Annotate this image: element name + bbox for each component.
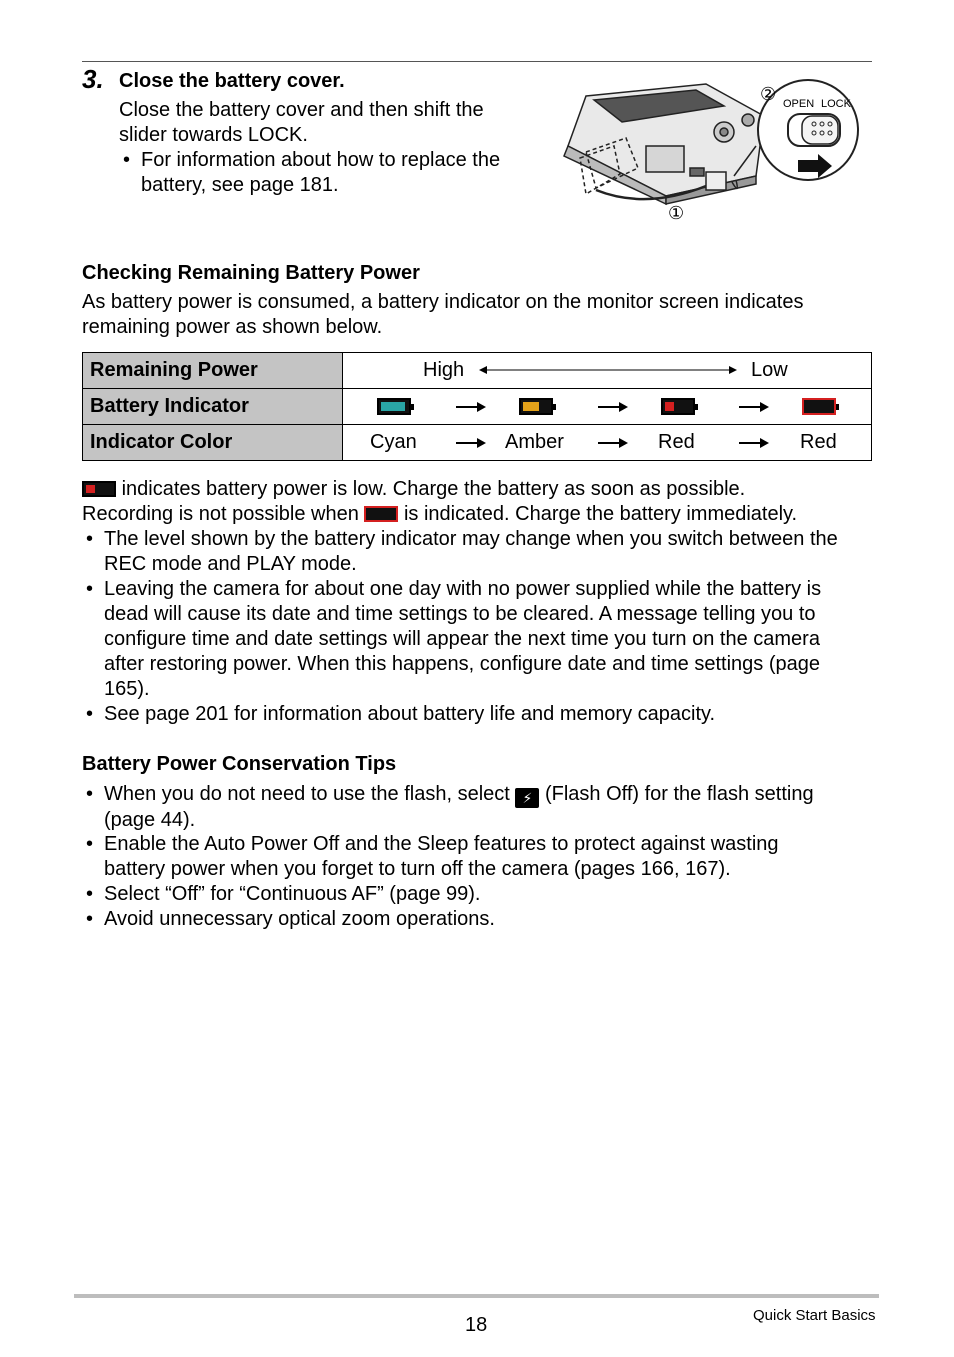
tip-bullet (82, 832, 872, 882)
tip-bullet-line: battery power when you forget to turn off the camera (pages 166, 167). (104, 858, 731, 880)
low-label: Low (751, 359, 788, 381)
row-label-remaining-power: Remaining Power (83, 353, 343, 389)
tip-bullet (82, 882, 872, 907)
bullet-dot: • (86, 578, 94, 600)
lock-label: LOCK (821, 98, 851, 110)
empty-battery-note-pre: Recording is not possible when (82, 503, 359, 525)
tip-bullet-line: (page 44). (104, 809, 196, 831)
tip-bullet-line: When you do not need to use the flash, select ⚡ (Flash Off) for the flash setting (104, 783, 814, 806)
table-row (83, 389, 872, 425)
step-body-line: slider towards LOCK. (119, 124, 308, 146)
camera-body-icon (564, 84, 764, 204)
tip-bullet-line: Select “Off” for “Continuous AF” (page 99). (104, 883, 481, 905)
low-battery-note-text: indicates battery power is low. Charge the battery as soon as possible. (121, 478, 746, 500)
note-bullet-line: 165). (104, 678, 150, 700)
note-bullet (82, 577, 872, 702)
step-title: Close the battery cover. (119, 70, 345, 92)
battery-full-cyan-icon (377, 398, 411, 415)
note-bullet (82, 702, 872, 727)
empty-battery-note-post: is indicated. Charge the battery immediately. (403, 503, 798, 525)
arrow-right-icon (456, 401, 486, 413)
bullet-dot: • (86, 883, 94, 905)
battery-empty-red-icon (364, 506, 398, 522)
top-rule (82, 61, 872, 62)
table-row (83, 353, 872, 389)
arrow-right-icon (739, 401, 769, 413)
open-label: OPEN (783, 98, 815, 110)
step-body-line: Close the battery cover and then shift the (119, 99, 484, 121)
arrow-right-icon (456, 437, 486, 449)
empty-battery-note (82, 502, 872, 527)
bullet-dot: • (86, 703, 94, 725)
battery-medium-amber-icon (519, 398, 553, 415)
note-bullet-line: Leaving the camera for about one day with no power supplied while the battery is (104, 578, 822, 600)
battery-low-red-icon (661, 398, 695, 415)
arrow-right-icon (739, 437, 769, 449)
note-bullet-line: dead will cause its date and time settings to be cleared. A message telling you to (104, 603, 816, 625)
checking-heading: Checking Remaining Battery Power (82, 262, 420, 284)
tip-bullet (82, 782, 872, 832)
bullet-dot: • (123, 149, 131, 171)
color-amber-label: Amber (505, 431, 564, 453)
arrow-right-icon (598, 401, 628, 413)
table-row (83, 425, 872, 461)
battery-low-red-icon (82, 481, 116, 497)
note-bullet (82, 527, 872, 577)
battery-indicator-table (82, 352, 872, 461)
color-red-label: Red (800, 431, 837, 453)
battery-empty-red-icon (802, 398, 836, 415)
footer-rule (74, 1294, 879, 1298)
row-label-indicator-color: Indicator Color (83, 425, 343, 461)
checking-intro-line: remaining power as shown below. (82, 316, 383, 338)
note-bullet-line: configure time and date settings will appear the next time you turn on the camera (104, 628, 820, 650)
tip-bullet-line: Avoid unnecessary optical zoom operations. (104, 908, 495, 930)
step-bullet-line: battery, see page 181. (141, 174, 339, 196)
section-label: Quick Start Basics (753, 1307, 876, 1324)
step-bullet-line: For information about how to replace the (141, 149, 501, 171)
tip-bullet-line: Enable the Auto Power Off and the Sleep features to protect against wasting (104, 833, 779, 855)
camera-battery-cover-illustration (556, 76, 872, 226)
remaining-power-scale (343, 353, 872, 389)
color-red-label: Red (658, 431, 695, 453)
callout-1-label: ① (668, 203, 685, 224)
step-number: 3. (82, 64, 104, 94)
flash-off-icon: ⚡ (515, 788, 539, 808)
row-label-battery-indicator: Battery Indicator (83, 389, 343, 425)
bullet-dot: • (86, 833, 94, 855)
high-label: High (423, 359, 465, 381)
note-bullet-line: See page 201 for information about battery life and memory capacity. (104, 703, 716, 725)
battery-indicator-sequence (343, 389, 872, 425)
bullet-dot: • (86, 783, 94, 805)
step-body (119, 98, 484, 148)
tip-bullet (82, 907, 872, 932)
bullet-dot: • (86, 908, 94, 930)
checking-intro (82, 290, 872, 340)
note-bullet-line: after restoring power. When this happens, configure date and time settings (page (104, 653, 820, 675)
note-bullet-line: The level shown by the battery indicator may change when you switch between the (104, 528, 838, 550)
bullet-dot: • (86, 528, 94, 550)
high-low-double-arrow-icon (477, 363, 739, 377)
callout-2-label: ② (760, 84, 777, 105)
color-cyan-label: Cyan (370, 431, 417, 453)
arrow-right-icon (598, 437, 628, 449)
indicator-color-sequence (343, 425, 872, 461)
page-number: 18 (465, 1314, 488, 1336)
low-battery-note (82, 477, 872, 502)
note-bullet-line: REC mode and PLAY mode. (104, 553, 357, 575)
tips-heading: Battery Power Conservation Tips (82, 753, 397, 775)
checking-intro-line: As battery power is consumed, a battery indicator on the monitor screen indicates (82, 291, 804, 313)
